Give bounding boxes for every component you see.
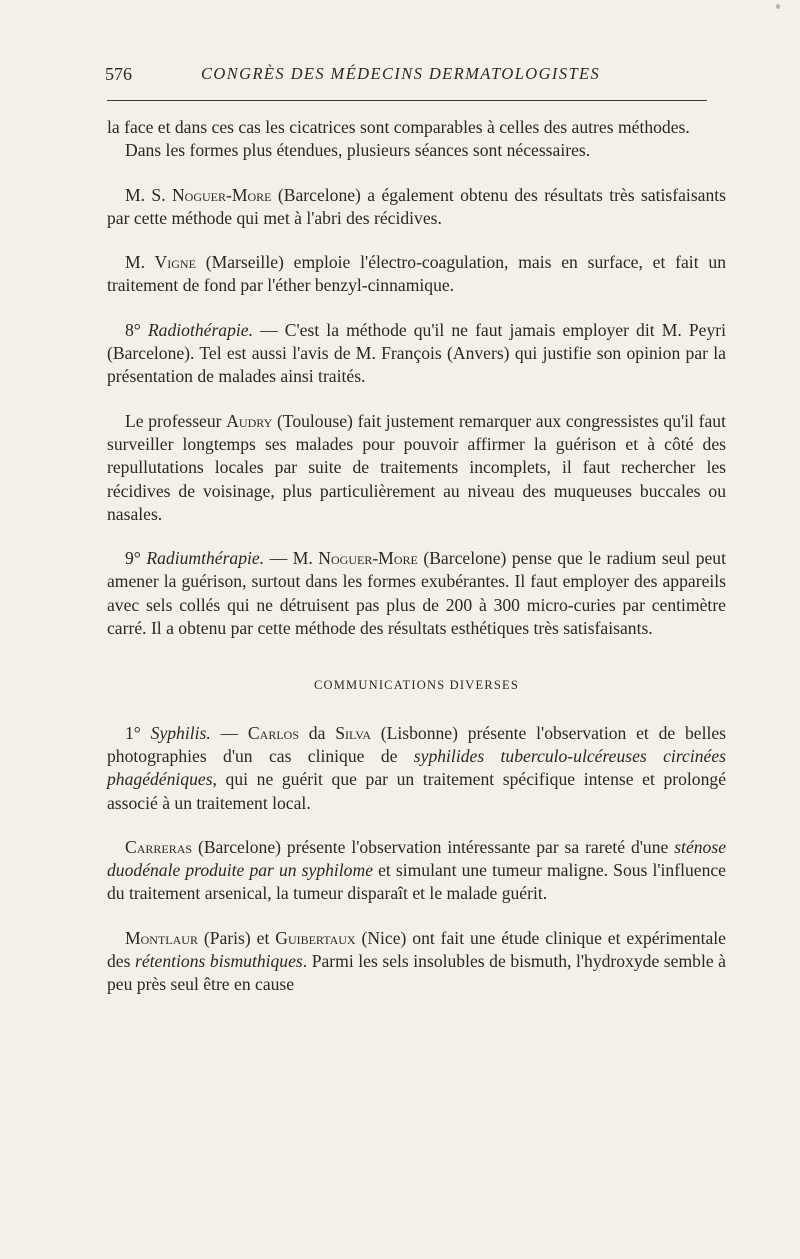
section-heading: COMMUNICATIONS DIVERSES (313, 678, 520, 693)
paragraph-text: la face et dans ces cas les cicatrices sont comparables à celles des autres méthodes. (107, 117, 690, 137)
emphasis: sténose duodénale produite par un syphilome (107, 836, 726, 881)
item-number: 9° (125, 548, 141, 569)
paragraph-text: (Marseille) emploie l'électro-coagulation, mais en surface, et fait un traitement de fond par l'éther benzyl-cinnamique. (107, 252, 726, 296)
paragraph-text: da (299, 722, 336, 743)
author-name: Silva (335, 722, 371, 743)
paragraph-text: Dans les formes plus étendues, plusieurs séances sont nécessaires. (125, 140, 591, 161)
paragraph-text: Le professeur (125, 410, 227, 431)
paragraph-text: , qui ne guérit que par un traitement spécifique intense et prolongé associé à un traitement local. (107, 769, 726, 813)
paragraph (107, 722, 726, 815)
paragraph-text: (Barcelone) présente l'observation intéressante par sa rareté d'une (192, 836, 675, 857)
paragraph (107, 184, 726, 231)
paragraph (107, 139, 726, 162)
emphasis: syphilides tuberculo-ulcéreuses circinées phagédéniques (107, 745, 726, 790)
author-name: Carlos (247, 722, 299, 743)
item-number: 1° (125, 722, 141, 743)
paragraph-text: — C'est la méthode qu'il ne faut jamais employer dit M. Peyri (Barcelone). Tel est aussi l'avis de M. François (Anvers) qui justifie son opinion par la présentation de malades ainsi traités. (107, 319, 726, 387)
paragraph (107, 547, 726, 640)
item-title: Radiothérapie. (147, 319, 253, 340)
running-title: CONGRÈS DES MÉDECINS DERMATOLOGISTES (201, 64, 601, 83)
author-name: Noguer-More (318, 548, 418, 569)
paper-speck (776, 4, 780, 9)
paragraph-text: — (210, 722, 248, 743)
paragraph (107, 319, 726, 389)
paragraph (107, 251, 726, 298)
page-number: 576 (105, 64, 132, 84)
author-name: Carreras (125, 836, 193, 857)
author-name: M. S. Noguer-More (125, 184, 272, 205)
paragraph-text: (Barcelone) pense que le radium seul peut amener la guérison, surtout dans les formes exubérantes. Il faut employer des appareils avec sels collés qui ne détruisent pas plus de 200 à 300 micro-curies par centimètre carré. Il a obtenu par cette méthode des résultats esthétiques très satisfaisants. (107, 548, 726, 639)
item-title: Syphilis. (150, 722, 211, 743)
item-number: 8° (125, 319, 141, 340)
paragraph-text: (Nice) ont fait une étude clinique et expérimentale des (107, 927, 726, 972)
paragraph-text: . Parmi les sels insolubles de bismuth, l'hydroxyde semble à peu près seul être en cause (107, 951, 726, 995)
paragraph-text: (Toulouse) fait justement remarquer aux congressistes qu'il faut surveiller longtemps ses malades pour pouvoir affirmer la guérison et à côté des repullutations locales par suite de traitements incomplets, il faut rechercher les récidives de voisinage, plus particulièrement au niveau des muqueuses buccales ou nasales. (107, 410, 726, 524)
author-name: Guibertaux (275, 927, 356, 948)
header-rule (107, 100, 707, 101)
item-title: Radiumthérapie. (146, 548, 265, 569)
paragraph (107, 836, 726, 906)
running-head (107, 60, 726, 86)
paragraph (107, 410, 726, 526)
page-body (107, 116, 726, 997)
page (105, 60, 727, 995)
paragraph (107, 116, 726, 139)
author-name: M. Vigne (125, 252, 196, 273)
author-name: Audry (226, 410, 273, 431)
paragraph (107, 927, 726, 997)
paragraph-text: — M. (264, 548, 319, 569)
paragraph-text: (Lisbonne) présente l'observation et de belles photographies d'un cas clinique de (107, 722, 727, 766)
paragraph-text: (Paris) et (197, 927, 276, 948)
author-name: Montlaur (125, 927, 198, 948)
paragraph-text: (Barcelone) a également obtenu des résultats très satisfaisants par cette méthode qui met à l'abri des récidives. (107, 184, 727, 228)
emphasis: rétentions bismuthiques (135, 951, 303, 972)
paragraph-text: et simulant une tumeur maligne. Sous l'influence du traitement arsenical, la tumeur disparaît et le malade guérit. (107, 860, 726, 904)
